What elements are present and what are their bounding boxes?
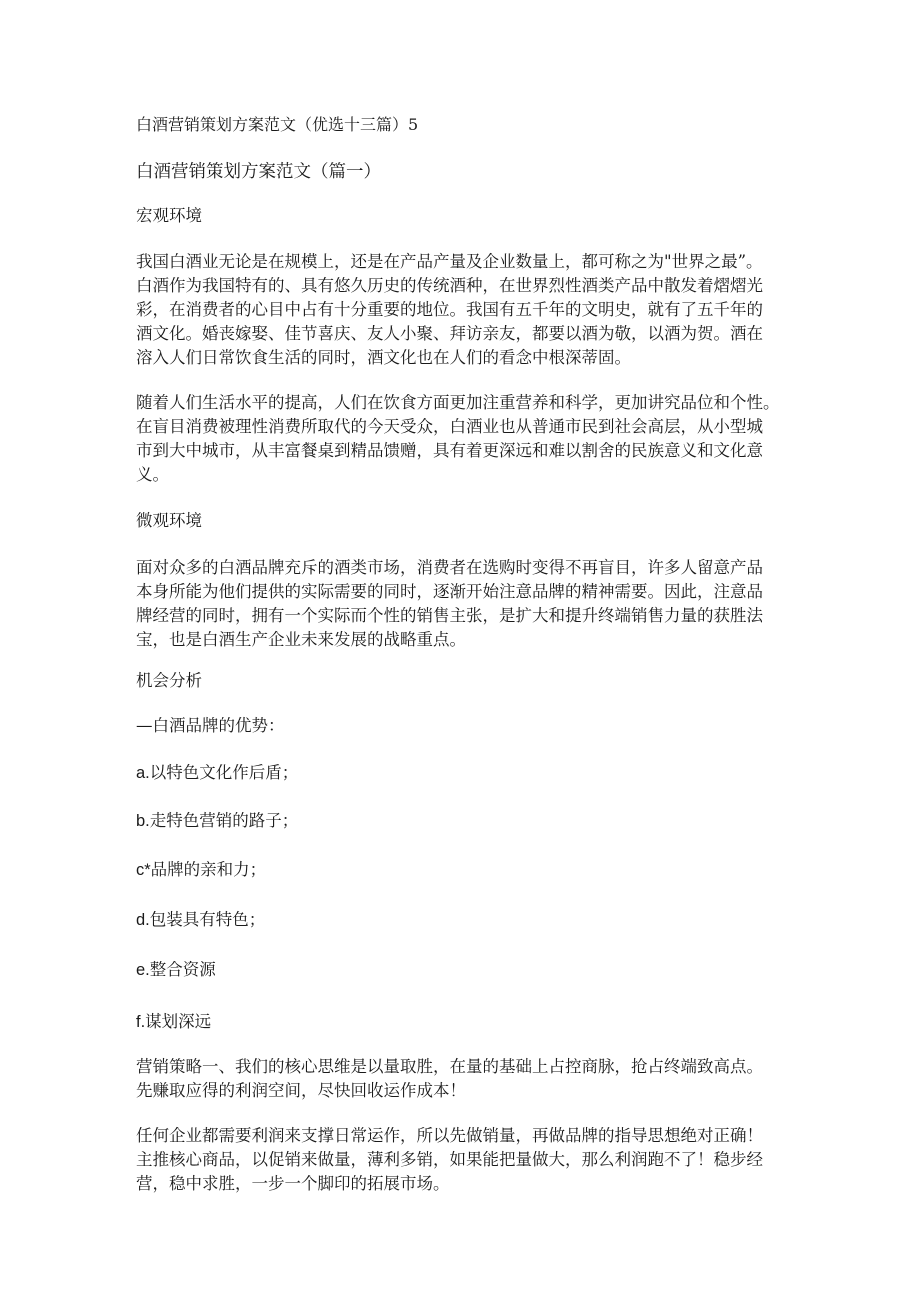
heading-opportunity-analysis: 机会分析: [136, 671, 202, 690]
document-title: 白酒营销策划方案范文（优选十三篇）5: [136, 115, 419, 134]
advantage-intro: —白酒品牌的优势：: [136, 716, 285, 735]
paragraph-line: 随着人们生活水平的提高，人们在饮食方面更加注重营养和科学，更加讲究品位和个性。: [136, 393, 780, 412]
section-title: 白酒营销策划方案范文（篇一）: [136, 162, 381, 182]
paragraph-line: 在盲目消费被理性消费所取代的今天受众，白酒业也从普通市民到社会高层，从小型城: [136, 417, 763, 436]
list-item: [136, 1011, 211, 1033]
paragraph-line: 酒文化。婚丧嫁娶、佳节喜庆、友人小聚、拜访亲友，都要以酒为敬，以酒为贺。酒在: [136, 324, 763, 343]
list-item-text: 整合资源: [149, 960, 216, 979]
paragraph-line: 任何企业都需要利润来支撑日常运作，所以先做销量，再做品牌的指导思想绝对正确！: [136, 1126, 763, 1145]
list-item: [136, 959, 216, 981]
paragraph-line: 宝，也是白酒生产企业未来发展的战略重点。: [136, 630, 466, 649]
paragraph-line: 牌经营的同时，拥有一个实际而个性的销售主张，是扩大和提升终端销售力量的获胜法: [136, 606, 763, 625]
paragraph-line: 主推核心商品，以促销来做量，薄利多销，如果能把量做大，那么利润跑不了！稳步经: [136, 1150, 763, 1169]
list-item: [136, 810, 298, 832]
list-item-text: 以特色文化作后盾；: [149, 763, 299, 782]
list-item-text: 品牌的亲和力；: [150, 860, 267, 879]
list-item: [136, 909, 265, 931]
list-item: [136, 762, 298, 784]
list-item-text: 包装具有特色；: [149, 910, 266, 929]
list-item-marker: b.: [136, 812, 150, 830]
list-item-marker: d.: [136, 911, 150, 929]
paragraph-line: 本身所能为他们提供的实际需要的同时，逐渐开始注意品牌的精神需要。因此，注意品: [136, 582, 763, 601]
list-item-text: 走特色营销的路子；: [149, 811, 299, 830]
list-item-marker: e.: [136, 961, 150, 979]
paragraph-line: 面对众多的白酒品牌充斥的酒类市场，消费者在选购时变得不再盲目，许多人留意产品: [136, 558, 763, 577]
list-item-marker: c*: [136, 861, 151, 879]
heading-macro-environment: 宏观环境: [136, 206, 202, 225]
list-item-marker: a.: [136, 764, 150, 782]
paragraph-line: 先赚取应得的利润空间，尽快回收运作成本！: [136, 1081, 466, 1100]
paragraph-line: 我国白酒业无论是在规模上，还是在产品产量及企业数量上，都可称之为"世界之最”。: [136, 252, 763, 271]
paragraph-line: 义。: [136, 465, 169, 484]
paragraph-line: 市到大中城市，从丰富餐桌到精品馈赠，具有着更深远和难以割舍的民族意义和文化意: [136, 441, 763, 460]
list-item-marker: f.: [136, 1013, 146, 1031]
paragraph-line: 营销策略一、我们的核心思维是以量取胜，在量的基础上占控商脉，抢占终端致高点。: [136, 1057, 763, 1076]
heading-micro-environment: 微观环境: [136, 511, 202, 530]
paragraph-line: 溶入人们日常饮食生活的同时，酒文化也在人们的看念中根深蒂固。: [136, 348, 631, 367]
paragraph-line: 彩，在消费者的心目中占有十分重要的地位。我国有五千年的文明史，就有了五千年的: [136, 300, 763, 319]
paragraph-line: 白酒作为我国特有的、具有悠久历史的传统酒种，在世界烈性酒类产品中散发着熠熠光: [136, 276, 763, 295]
paragraph-line: 营，稳中求胜，一步一个脚印的拓展市场。: [136, 1174, 450, 1193]
list-item: [136, 859, 266, 881]
list-item-text: 谋划深远: [145, 1012, 212, 1031]
